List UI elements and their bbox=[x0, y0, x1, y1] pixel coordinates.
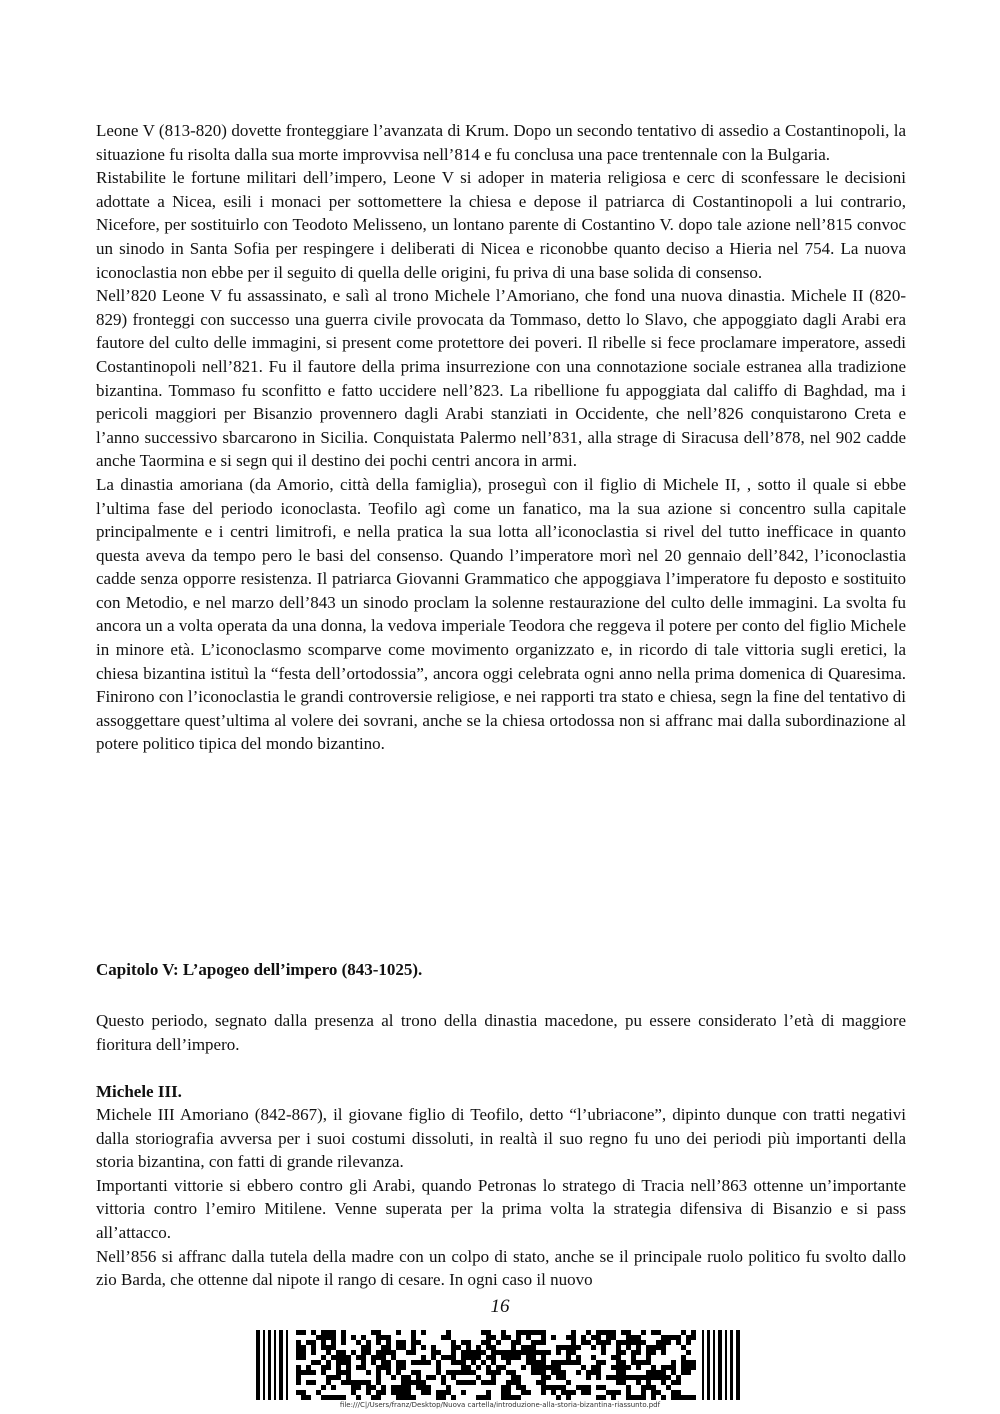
paragraph: Importanti vittorie si ebbero contro gli Arabi, quando Petronas lo stratego di Tracia nell’863 ottenne un’importante vittoria contro l’emiro Mitilene. Venne superata per la prima volta la strategia difensiva di Bisanzio e si pass all’attacco. bbox=[96, 1175, 906, 1242]
body-text-block-2 bbox=[96, 1103, 906, 1292]
chapter-intro bbox=[96, 1009, 906, 1056]
file-path-footer: file:///C|/Users/franz/Desktop/Nuova cartella/introduzione-alla-storia-bizantina-riassunto.pdf bbox=[339, 1401, 661, 1409]
paragraph: Michele III Amoriano (842-867), il giovane figlio di Teofilo, detto “l’ubriacone”, dipinto dunque con tratti negativi dalla storiografia avversa per i suoi costumi dissoluti, in realtà il suo regno fu uno dei periodi più importanti della storia bizantina, con fatti di grande rilevanza. bbox=[96, 1105, 906, 1172]
section-heading: Michele III. bbox=[96, 1082, 182, 1101]
paragraph: Nell’856 si affranc dalla tutela della madre con un colpo di stato, anche se il principale ruolo politico fu svolto dallo zio Barda, che ottenne dal nipote il rango di cesare. In ogni caso il nuovo bbox=[96, 1246, 906, 1290]
chapter-heading: Capitolo V: L’apogeo dell’impero (843-1025). bbox=[96, 960, 423, 979]
page-number: 16 bbox=[490, 1296, 510, 1317]
paragraph: Questo periodo, segnato dalla presenza al trono della dinastia macedone, pu essere considerato l’età di maggiore fioritura dell’impero. bbox=[96, 1011, 906, 1054]
paragraph: Leone V (813-820) dovette fronteggiare l’avanzata di Krum. Dopo un secondo tentativo di assedio a Costantinopoli, la situazione fu risolta dalla sua morte improvvisa nell’814 e fu conclusa una pace trentennale con la Bulgaria. bbox=[96, 121, 906, 164]
barcode-image bbox=[256, 1330, 740, 1400]
paragraph: Nell’820 Leone V fu assassinato, e salì al trono Michele l’Amoriano, che fond una nuova dinastia. Michele II (820-829) fronteggi con successo una guerra civile provocata da Tommaso, detto lo Slavo, che appoggiato dagli Arabi era fautore del culto delle immagini, si present come protettore dei poveri. Il ribelle si fece proclamare imperatore, assedi Costantinopoli nell’821. Fu il fautore della prima insurrezione con una connotazione sociale estranea alla tradizione bizantina. Tommaso fu sconfitto e fatto uccidere nell’823. La ribellione fu appoggiata dal califfo di Baghdad, ma i pericoli maggiori per Bisanzio provennero dagli Arabi stanziati in Occidente, che nell’826 conquistarono Creta e l’anno successivo sbarcarono in Sicilia. Conquistata Palermo nell’831, alla strage di Siracusa dell’878, nel 902 cadde anche Taormina e si segn qui il destino dei pochi centri ancora in armi. bbox=[96, 286, 906, 471]
paragraph: La dinastia amoriana (da Amorio, città della famiglia), proseguì con il figlio di Michele II, , sotto il quale si ebbe l’ultima fase del periodo iconoclasta. Teofilo agì come un fanatico, ma la sua azione si concentro sulla capitale principalmente e i centri limitrofi, e nella pratica la sua lotta all’iconoclastia si rivel del tutto inefficace in quanto questa aveva da tempo pero le basi del consenso. Quando l’imperatore morì nel 20 gennaio dell’842, l’iconoclastia cadde senza opporre resistenza. Il patriarca Giovanni Grammatico che appoggiava l’imperatore fu deposto e sostituito con Metodio, e nel marzo dell’843 un sinodo proclam la solenne restaurazione del culto delle immagini. La svolta fu ancora un a volta operata da una donna, la vedova imperiale Teodora che reggeva il potere per conto del figlio Michele in minore età. L’iconoclasmo scomparve come movimento organizzato e, in ricordo di tale vittoria sugli eretici, la chiesa bizantina istituì la “festa dell’ortodossia”, ancora oggi celebrata ogni anno nella prima domenica di Quaresima. Finirono con l’iconoclastia le grandi controversie religiose, e nei rapporti tra stato e chiesa, segn la fine del tentativo di assoggettare quest’ultima al volere dei sovrani, anche se la chiesa ortodossa non si affranc mai dalla subordinazione al potere politico tipica del mondo bizantino. bbox=[96, 474, 906, 754]
body-text-block-1 bbox=[96, 119, 906, 756]
paragraph: Ristabilite le fortune militari dell’impero, Leone V si adoper in materia religiosa e cerc di sconfessare le decisioni adottate a Nicea, esili i monaci per sottomettere la chiesa e depose il patriarca di Costantinopoli a lui contrario, Nicefore, per sostituirlo con Teodoto Melisseno, un lontano parente di Costantino V. dopo tale azione nell’815 convoc un sinodo in Santa Sofia per respingere i deliberati di Nicea e riconobbe quanto deciso a Hieria nel 754. La nuova iconoclastia non ebbe per il seguito di quella delle origini, fu priva di una base solida di consenso. bbox=[96, 168, 906, 282]
